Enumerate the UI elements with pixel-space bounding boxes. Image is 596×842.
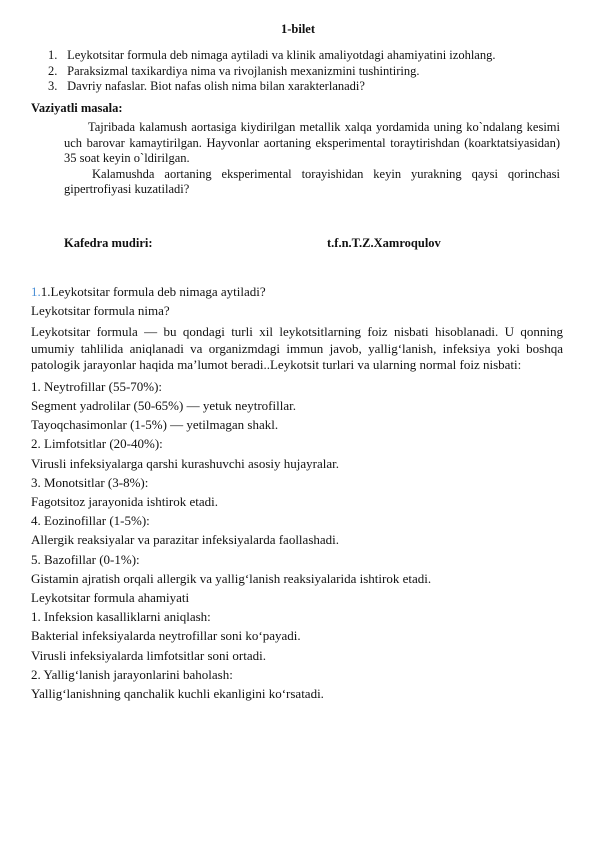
signature-label: Kafedra mudiri: bbox=[64, 236, 153, 250]
answer-line: 4. Eozinofillar (1-5%): bbox=[31, 513, 150, 529]
situational-heading: Vaziyatli masala: bbox=[31, 101, 123, 115]
answer-line: Fagotsitoz jarayonida ishtirok etadi. bbox=[31, 494, 219, 509]
answer-line: 1. Infeksion kasalliklarni aniqlash: bbox=[31, 609, 211, 625]
answer-line: Bakterial infeksiyalarda neytrofillar soni ko‘payadi. bbox=[31, 628, 301, 644]
answer-line: 2. Yallig‘lanish jarayonlarini baholash: bbox=[31, 666, 233, 682]
answer-line: 2. Limfotsitlar (20-40%): bbox=[31, 436, 163, 452]
answer-heading bbox=[31, 282, 563, 301]
question-number: 1. bbox=[48, 48, 58, 62]
question-text: Davriy nafaslar. Biot nafas olish nima bilan xarakterlanadi? bbox=[67, 79, 365, 93]
answer-heading-text: 1.Leykotsitar formula deb nimaga aytiladi? bbox=[40, 284, 266, 299]
situational-paragraph-2: Kalamushda aortaning eksperimental torayishidan keyin yurakning qaysi qorinchasi gipertrofiyasi kuzatiladi? bbox=[64, 166, 560, 197]
answer-line: 1. Neytrofillar (55-70%): bbox=[31, 378, 163, 394]
question-item bbox=[48, 79, 568, 95]
situational-paragraph-1: Tajribada kalamush aortasiga kiydirilgan metallik xalqa yordamida uning ko`ndalang kesimi uch barovar kamaytirilgan. Hayvonlar aortaning eksperimental toraytirishdan (koarktatsiyasidan) 35 soat keyin o`ldirilgan. bbox=[64, 120, 560, 166]
question-text: Leykotsitar formula deb nimaga aytiladi va klinik amaliyotdagi ahamiyatini izohlang. bbox=[67, 48, 496, 62]
answer-line: Virusli infeksiyalarga qarshi kurashuvchi asosiy hujayralar. bbox=[31, 455, 340, 471]
answer-line: Allergik reaksiyalar va parazitar infeksiyalarda faollashadi. bbox=[31, 532, 340, 548]
answer-definition: Leykotsitar formula — bu qondagi turli xil leykotsitlarning foiz nisbati hisoblanadi. U qonning umumiy tahlilida aniqlanadi va organizmdagi immun javob, yallig‘lanish, infeksiya yoki boshqa patologik jarayonlar haqida ma’lumot beradi..Leykotsit turlari va ularning normal foiz nisbati: bbox=[31, 324, 563, 373]
answer-line: Segment yadrolilar (50-65%) — yetuk neytrofillar. bbox=[31, 398, 296, 414]
answer-line: 3. Monotsitlar (3-8%): bbox=[31, 474, 149, 490]
answer-line: Virusli infeksiyalarda limfotsitlar soni ortadi. bbox=[31, 647, 266, 663]
question-item bbox=[48, 48, 568, 64]
answer-line: Leykotsitar formula ahamiyati bbox=[31, 589, 190, 605]
question-item bbox=[48, 64, 568, 80]
signature-line bbox=[64, 236, 564, 251]
question-number: 2. bbox=[48, 63, 58, 78]
answer-line: Gistamin ajratish orqali allergik va yallig‘lanish reaksiyalarida ishtirok etadi. bbox=[31, 570, 432, 586]
answer-heading-number: 1. bbox=[31, 284, 41, 299]
answer-line: Yallig‘lanishning qanchalik kuchli ekanligini ko‘rsatadi. bbox=[31, 685, 324, 701]
answer-subquestion: Leykotsitar formula nima? bbox=[31, 303, 170, 319]
signature-name: t.f.n.T.Z.Xamroqulov bbox=[327, 236, 441, 250]
answer-section bbox=[31, 282, 563, 703]
situational-problem bbox=[64, 120, 560, 198]
answer-line: 5. Bazofillar (0-1%): bbox=[31, 551, 140, 567]
answer-line: Tayoqchasimonlar (1-5%) — yetilmagan shakl. bbox=[31, 417, 279, 433]
question-text: Paraksizmal taxikardiya nima va rivojlanish mexanizmini tushintiring. bbox=[67, 63, 420, 78]
question-list bbox=[48, 48, 568, 95]
ticket-title: 1-bilet bbox=[280, 22, 316, 36]
question-number: 3. bbox=[48, 79, 58, 93]
